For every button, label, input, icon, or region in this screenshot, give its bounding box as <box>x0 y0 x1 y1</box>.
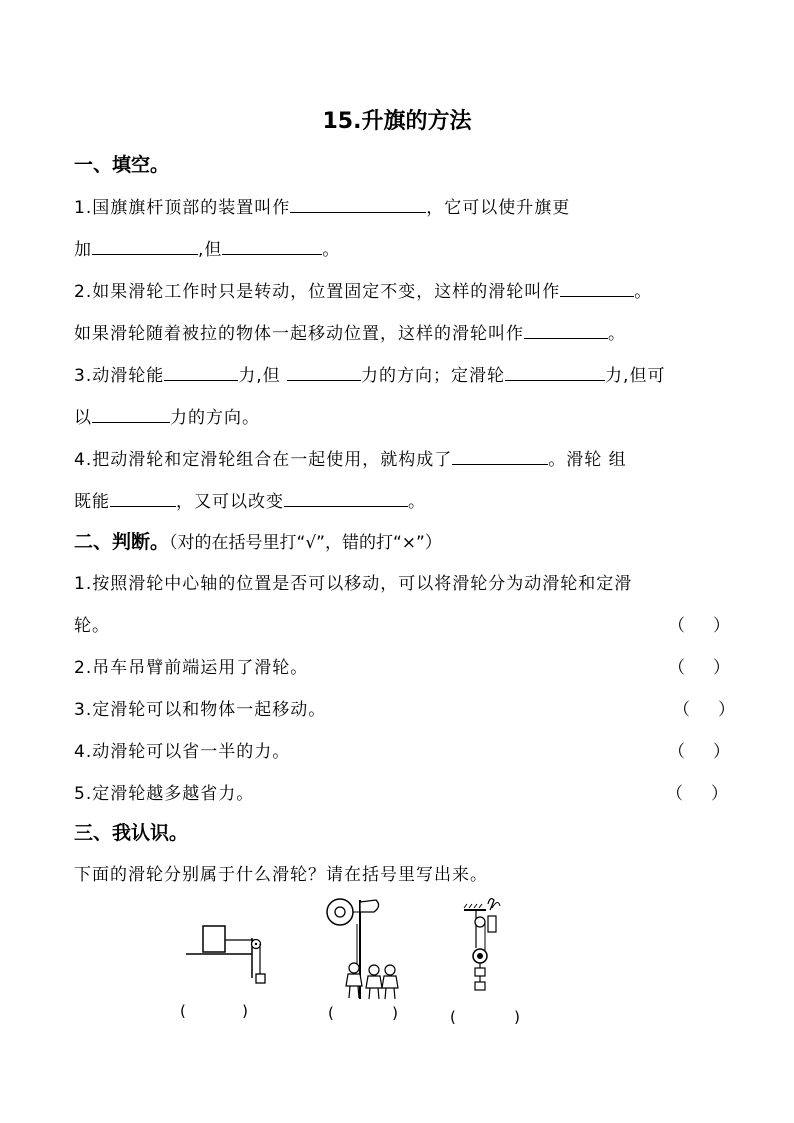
fill-q4-blank-1[interactable] <box>452 447 548 465</box>
figure-3-answer-box[interactable] <box>450 1008 520 1026</box>
fill-q3-blank-2[interactable] <box>287 363 361 381</box>
fill-q2-blank-2[interactable] <box>524 321 608 339</box>
caption-open: ( <box>180 1002 186 1020</box>
fill-q1-text-c: 加 <box>74 240 92 260</box>
judge-q5-text: 5.定滑轮越多越省力。 <box>74 784 255 804</box>
fill-q1-text-e: 。 <box>322 240 341 260</box>
paren-open: （ <box>666 784 683 804</box>
fill-q3-text-b: 力,但 <box>238 366 281 386</box>
fill-q1-blank-3[interactable] <box>222 237 322 255</box>
fill-q4-line1 <box>74 445 734 470</box>
fill-q4-line2 <box>74 487 734 512</box>
fill-q4-blank-2[interactable] <box>110 489 176 507</box>
section-identify-heading <box>74 818 188 845</box>
fill-q4-text-c: 既能 <box>74 492 110 512</box>
fill-q1-text-d: ,但 <box>198 240 223 260</box>
section-judge-heading <box>74 527 442 554</box>
fill-q3-line1 <box>74 361 734 386</box>
fill-q4-text-d: ，又可以改变 <box>176 492 284 512</box>
section-judge-note: （对的在括号里打“√”，错的打“×”） <box>169 533 442 553</box>
identify-prompt-line <box>74 860 734 885</box>
judge-q3-text: 3.定滑轮可以和物体一起移动。 <box>74 700 327 720</box>
judge-q1-answer-box[interactable] <box>668 611 730 636</box>
fill-q1-line1 <box>74 193 734 218</box>
fill-q2-blank-1[interactable] <box>560 279 634 297</box>
fill-q4-blank-3[interactable] <box>284 489 408 507</box>
figure-2-answer-box[interactable] <box>328 1004 398 1022</box>
fill-q3-text-e: 以 <box>74 408 92 428</box>
judge-q2-answer-box[interactable] <box>668 653 730 678</box>
judge-q1-text-line1: 1.按照滑轮中心轴的位置是否可以移动，可以将滑轮分为动滑轮和定滑 <box>74 574 633 594</box>
fill-q3-blank-4[interactable] <box>92 405 170 423</box>
fill-q2-text-d: 。 <box>608 324 626 344</box>
caption-close: ) <box>242 1002 248 1020</box>
fill-q2-text-b: 。 <box>634 282 653 302</box>
paren-open: （ <box>668 742 685 762</box>
caption-open: ( <box>328 1004 334 1022</box>
judge-q4-answer-box[interactable] <box>668 737 730 762</box>
fill-q3-text-a: 3.动滑轮能 <box>74 366 165 386</box>
judge-q5-answer-box[interactable] <box>666 779 728 804</box>
section-fill-heading <box>74 150 169 177</box>
fill-q3-blank-3[interactable] <box>505 363 605 381</box>
judge-q3-answer-box[interactable] <box>673 695 735 720</box>
paren-open: （ <box>673 700 690 720</box>
caption-open: ( <box>450 1008 456 1026</box>
fill-q3-text-c: 力的方向；定滑轮 <box>361 366 506 386</box>
judge-q1-line2 <box>74 611 734 636</box>
flagpole-pulley-illustration <box>324 894 408 1004</box>
caption-close: ) <box>392 1004 398 1022</box>
fill-q3-blank-1[interactable] <box>164 363 238 381</box>
judge-q3-line <box>74 695 734 720</box>
judge-q1-line1 <box>74 569 734 594</box>
paren-close: ） <box>713 616 730 636</box>
page-title: 15.升旗的方法 <box>322 109 472 134</box>
fill-q3-line2 <box>74 403 734 428</box>
identify-prompt-text: 下面的滑轮分别属于什么滑轮？请在括号里写出来。 <box>74 865 488 885</box>
fill-q4-text-e: 。 <box>408 492 426 512</box>
caption-close: ) <box>514 1008 520 1026</box>
judge-q2-text: 2.吊车吊臂前端运用了滑轮。 <box>74 658 309 678</box>
fill-q3-text-f: 力的方向。 <box>170 408 260 428</box>
judge-q2-line <box>74 653 734 678</box>
paren-close: ） <box>713 742 730 762</box>
judge-q1-text-line2: 轮。 <box>74 616 110 636</box>
fill-q4-text-a: 4.把动滑轮和定滑轮组合在一起使用，就构成了 <box>74 450 453 470</box>
paren-close: ） <box>718 700 735 720</box>
fill-q2-text-c: 如果滑轮随着被拉的物体一起移动位置，这样的滑轮叫作 <box>74 324 524 344</box>
paren-open: （ <box>668 616 685 636</box>
fill-q1-line2 <box>74 235 734 260</box>
fill-q3-text-d: 力,但可 <box>605 366 666 386</box>
paren-close: ） <box>711 784 728 804</box>
section-fill-title: 一、填空。 <box>74 154 170 176</box>
paren-close: ） <box>713 658 730 678</box>
fill-q2-line1 <box>74 277 734 302</box>
fill-q1-text-b: ，它可以使升旗更 <box>426 198 571 218</box>
fill-q1-blank-2[interactable] <box>92 237 198 255</box>
judge-q4-text: 4.动滑轮可以省一半的力。 <box>74 742 291 762</box>
judge-q5-line <box>74 779 734 804</box>
fill-q4-text-b: 。滑轮 组 <box>548 450 627 470</box>
pulley-block-illustration <box>460 894 510 1004</box>
paren-open: （ <box>668 658 685 678</box>
fixed-pulley-table-illustration <box>186 918 276 988</box>
fill-q1-text-a: 1.国旗旗杆顶部的装置叫作 <box>74 198 291 218</box>
section-identify-title: 三、我认识。 <box>74 822 189 844</box>
section-judge-title: 二、判断。 <box>74 531 170 553</box>
figure-1-answer-box[interactable] <box>180 1002 248 1020</box>
fill-q1-blank-1[interactable] <box>290 195 426 213</box>
fill-q2-text-a: 2.如果滑轮工作时只是转动，位置固定不变，这样的滑轮叫作 <box>74 282 561 302</box>
fill-q2-line2 <box>74 319 734 344</box>
judge-q4-line <box>74 737 734 762</box>
